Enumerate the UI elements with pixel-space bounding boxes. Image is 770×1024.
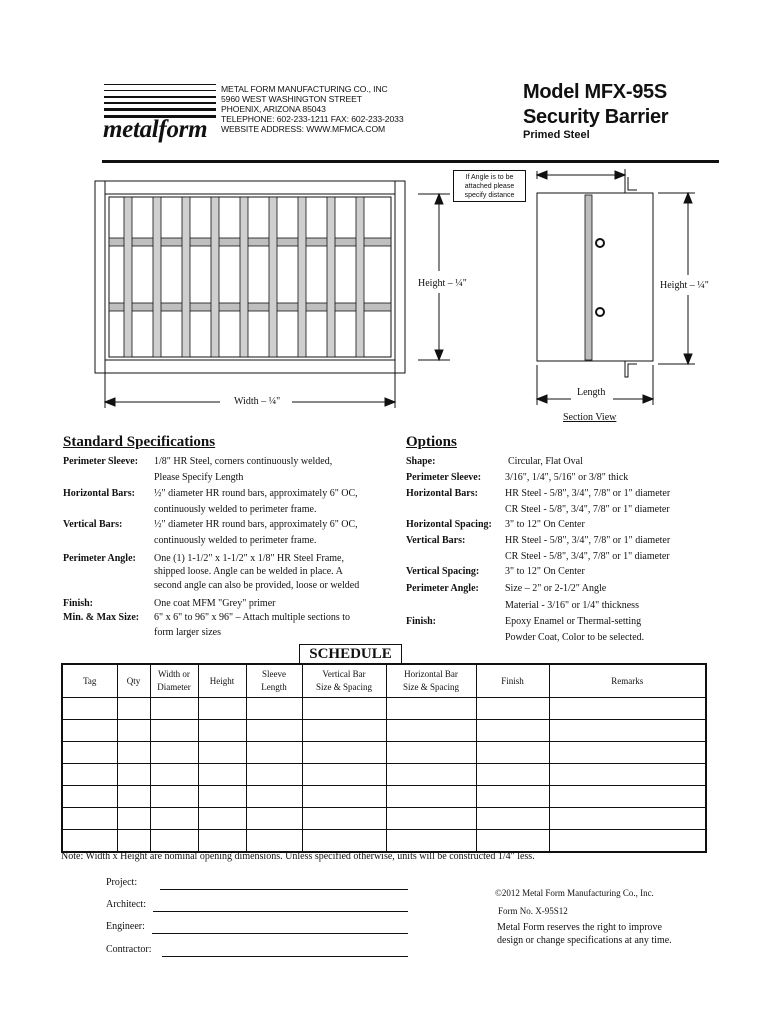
length-label: Length xyxy=(577,387,606,398)
angle-note: If Angle is to be attached please specify distance xyxy=(453,170,526,202)
table-row[interactable] xyxy=(62,786,706,808)
address-line: WEBSITE ADDRESS: WWW.MFMCA.COM xyxy=(221,124,386,134)
option-label: Horizontal Bars: xyxy=(406,488,478,499)
table-row[interactable] xyxy=(62,698,706,720)
company-address xyxy=(221,84,404,134)
spec-label: Finish: xyxy=(63,598,94,609)
disclaimer-line: Metal Form reserves the right to improve xyxy=(497,922,662,933)
option-label: Perimeter Sleeve: xyxy=(406,472,482,483)
schedule-note: Note: Width x Height are nominal opening dimensions. Unless specified otherwise, units will be constructed 1/4" less. xyxy=(61,851,535,862)
product-title: Security Barrier xyxy=(523,106,669,128)
option-label: Vertical Spacing: xyxy=(406,566,480,577)
width-label: Width – ¼" xyxy=(234,396,281,407)
options-list xyxy=(406,455,726,650)
option-value: Size – 2" or 2-1/2" Angle xyxy=(505,583,607,594)
option-label: Horizontal Spacing: xyxy=(406,519,492,530)
spec-label: Perimeter Sleeve: xyxy=(63,456,139,467)
spec-value: continuously welded to perimeter frame. xyxy=(154,504,317,515)
standard-specifications-heading: Standard Specifications xyxy=(63,434,216,450)
metalform-logo: metalform xyxy=(103,116,208,143)
schedule-title: SCHEDULE xyxy=(299,644,402,665)
option-value: Powder Coat, Color to be selected. xyxy=(505,632,645,643)
engineer-label: Engineer: xyxy=(106,921,145,932)
project-label: Project: xyxy=(106,877,138,888)
option-value: 3/16", 1/4", 5/16" or 3/8" thick xyxy=(505,472,629,483)
schedule-table xyxy=(61,663,707,853)
address-line: TELEPHONE: 602-233-1211 FAX: 602-233-2033 xyxy=(221,114,404,124)
column-header-height: Height xyxy=(198,664,246,698)
form-number: Form No. X-95S12 xyxy=(498,906,568,916)
column-header-tag: Tag xyxy=(62,664,117,698)
section-view-label: Section View xyxy=(563,412,617,423)
copyright: ©2012 Metal Form Manufacturing Co., Inc. xyxy=(495,888,654,898)
table-row[interactable] xyxy=(62,720,706,742)
table-row[interactable] xyxy=(62,742,706,764)
contractor-field[interactable] xyxy=(162,956,408,957)
option-label: Vertical Bars: xyxy=(406,535,466,546)
address-line: METAL FORM MANUFACTURING CO., INC xyxy=(221,84,388,94)
option-value: Material - 3/16" or 1/4" thickness xyxy=(505,600,639,611)
engineer-field[interactable] xyxy=(152,933,408,934)
contractor-label: Contractor: xyxy=(106,944,152,955)
option-label: Shape: xyxy=(406,456,436,467)
height-label-section: Height – ¼" xyxy=(660,280,709,291)
option-value: 3" to 12" On Center xyxy=(505,566,585,577)
column-header-vertical-bar: Vertical Bar Size & Spacing xyxy=(302,664,386,698)
spec-value: continuously welded to perimeter frame. xyxy=(154,535,317,546)
address-line: 5960 WEST WASHINGTON STREET xyxy=(221,94,362,104)
column-header-sleeve-length: Sleeve Length xyxy=(246,664,302,698)
spec-value: One coat MFM "Grey" primer xyxy=(154,598,276,609)
address-line: PHOENIX, ARIZONA 85043 xyxy=(221,104,326,114)
model-title: Model MFX-95S xyxy=(523,81,667,103)
standard-specifications-list xyxy=(63,455,403,645)
project-field[interactable] xyxy=(160,889,408,890)
spec-label: Perimeter Angle: xyxy=(63,553,136,564)
option-value: Epoxy Enamel or Thermal-setting xyxy=(505,616,642,627)
schedule-header-row xyxy=(62,664,706,698)
header-rule xyxy=(102,160,719,163)
spec-value: form larger sizes xyxy=(154,627,222,638)
spec-value: shipped loose. Angle can be welded in place. A xyxy=(154,566,343,577)
spec-value: 6" x 6" to 96" x 96" – Attach multiple sections to xyxy=(154,612,351,623)
option-value: HR Steel - 5/8", 3/4", 7/8" or 1" diameter xyxy=(505,488,671,499)
spec-label: Vertical Bars: xyxy=(63,519,123,530)
finish-subtitle: Primed Steel xyxy=(523,129,590,141)
option-value: CR Steel - 5/8", 3/4", 7/8" or 1" diameter xyxy=(505,551,670,562)
table-row[interactable] xyxy=(62,830,706,853)
options-heading: Options xyxy=(406,434,457,450)
table-row[interactable] xyxy=(62,808,706,830)
option-label: Finish: xyxy=(406,616,437,627)
spec-value: ½" diameter HR round bars, approximately 6" OC, xyxy=(154,488,358,499)
option-value: Circular, Flat Oval xyxy=(508,456,583,467)
option-value: CR Steel - 5/8", 3/4", 7/8" or 1" diameter xyxy=(505,504,670,515)
height-label-front: Height – ¼" xyxy=(418,278,467,289)
column-header-remarks: Remarks xyxy=(549,664,706,698)
architect-field[interactable] xyxy=(153,911,408,912)
disclaimer-line: design or change specifications at any time. xyxy=(497,935,672,946)
column-header-qty: Qty xyxy=(117,664,150,698)
option-value: HR Steel - 5/8", 3/4", 7/8" or 1" diameter xyxy=(505,535,671,546)
architect-label: Architect: xyxy=(106,899,146,910)
spec-value: 1/8" HR Steel, corners continuously welded, xyxy=(154,456,333,467)
front-view-drawing xyxy=(90,175,470,420)
option-value: 3" to 12" On Center xyxy=(505,519,585,530)
spec-value: Please Specify Length xyxy=(154,472,244,483)
spec-value: ½" diameter HR round bars, approximately 6" OC, xyxy=(154,519,358,530)
column-header-horizontal-bar: Horizontal Bar Size & Spacing xyxy=(386,664,476,698)
column-header-width: Width or Diameter xyxy=(150,664,198,698)
option-label: Perimeter Angle: xyxy=(406,583,479,594)
column-header-finish: Finish xyxy=(476,664,549,698)
table-row[interactable] xyxy=(62,764,706,786)
spec-label: Min. & Max Size: xyxy=(63,612,140,623)
spec-value: One (1) 1-1/2" x 1-1/2" x 1/8" HR Steel Frame, xyxy=(154,553,344,564)
spec-value: second angle can also be provided, loose or welded xyxy=(154,580,360,591)
spec-label: Horizontal Bars: xyxy=(63,488,135,499)
